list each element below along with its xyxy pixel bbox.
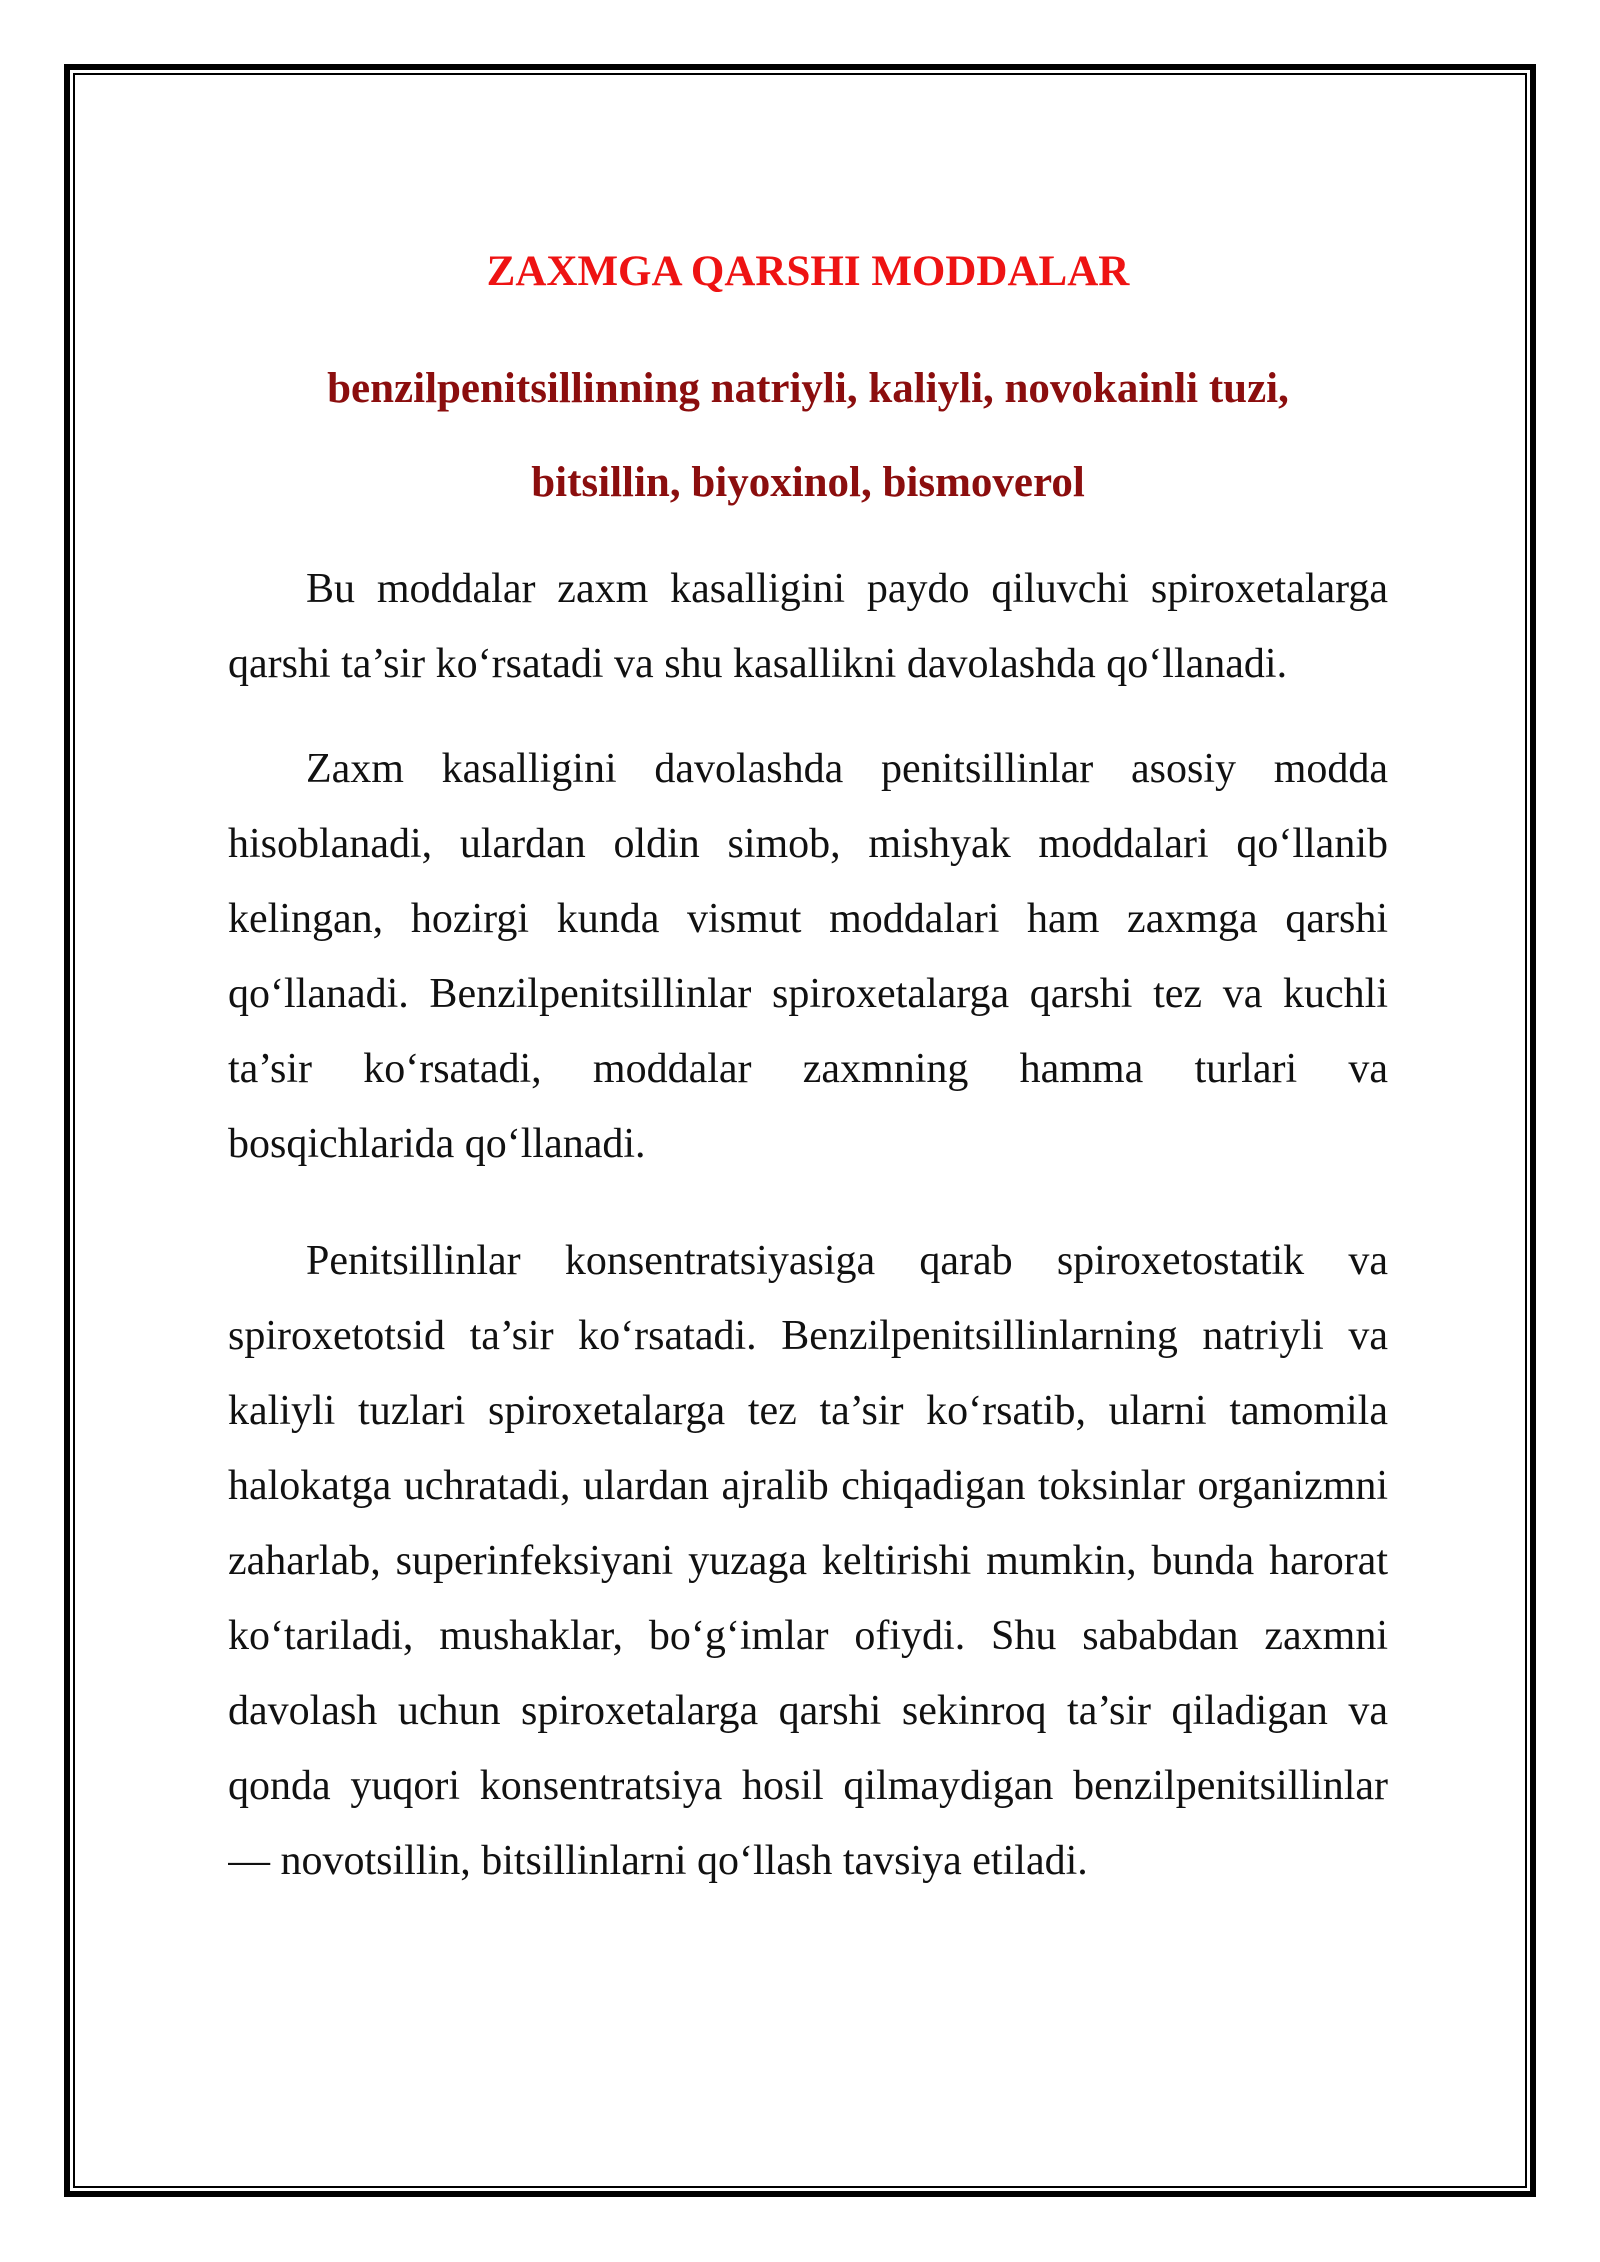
paragraph-3-line-3: kaliyli tuzlari spiroxetalarga tez ta’sir ko‘rsatib, ularni tamomila: [228, 1388, 1388, 1434]
document-content: [228, 0, 1388, 1899]
paragraph-3-line-5: zaharlab, superinfeksiyani yuzaga keltirishi mumkin, bunda harorat: [228, 1538, 1388, 1584]
paragraph-3-line-4: halokatga uchratadi, ulardan ajralib chiqadigan toksinlar organizmni: [228, 1463, 1388, 1509]
paragraph-3-line-6: ko‘tariladi, mushaklar, bo‘g‘imlar ofiydi. Shu sababdan zaxmni: [228, 1613, 1388, 1659]
paragraph-3-line-2: spiroxetotsid ta’sir ko‘rsatadi. Benzilpenitsillinlarning natriyli va: [228, 1313, 1388, 1359]
paragraph-1-line-1: Bu moddalar zaxm kasalligini paydo qiluvchi spiroxetalarga: [306, 566, 1388, 612]
paragraph-2-line-4: qo‘llanadi. Benzilpenitsillinlar spiroxetalarga qarshi tez va kuchli: [228, 971, 1388, 1017]
body-paragraphs: [228, 552, 1388, 1899]
paragraph-2-line-1: Zaxm kasalligini davolashda penitsillinlar asosiy modda: [306, 746, 1388, 792]
paragraph-2: [228, 732, 1388, 1182]
paragraph-3: [228, 1224, 1388, 1899]
paragraph-1-line-2: qarshi ta’sir ko‘rsatadi va shu kasallikni davolashda qo‘llanadi.: [228, 641, 1288, 687]
paragraph-2-line-3: kelingan, hozirgi kunda vismut moddalari ham zaxmga qarshi: [228, 896, 1388, 942]
document-title: ZAXMGA QARSHI MODDALAR: [486, 248, 1130, 295]
paragraph-3-line-8: qonda yuqori konsentratsiya hosil qilmaydigan benzilpenitsillinlar: [228, 1763, 1388, 1809]
paragraph-2-line-6: bosqichlarida qo‘llanadi.: [228, 1121, 646, 1167]
paragraph-3-line-1: Penitsillinlar konsentratsiyasiga qarab spiroxetostatik va: [306, 1238, 1388, 1284]
paragraph-1: [228, 552, 1388, 702]
paragraph-3-line-7: davolash uchun spiroxetalarga qarshi sekinroq ta’sir qiladigan va: [228, 1688, 1388, 1734]
paragraph-2-line-5: ta’sir ko‘rsatadi, moddalar zaxmning hamma turlari va: [228, 1046, 1388, 1092]
document-subtitle-line-2: bitsillin, biyoxinol, bismoverol: [531, 459, 1085, 506]
paragraph-3-line-9: — novotsillin, bitsillinlarni qo‘llash tavsiya etiladi.: [228, 1838, 1088, 1884]
document-subtitle-line-1: benzilpenitsillinning natriyli, kaliyli, novokainli tuzi,: [327, 365, 1289, 412]
paragraph-2-line-2: hisoblanadi, ulardan oldin simob, mishyak moddalari qo‘llanib: [228, 821, 1388, 867]
